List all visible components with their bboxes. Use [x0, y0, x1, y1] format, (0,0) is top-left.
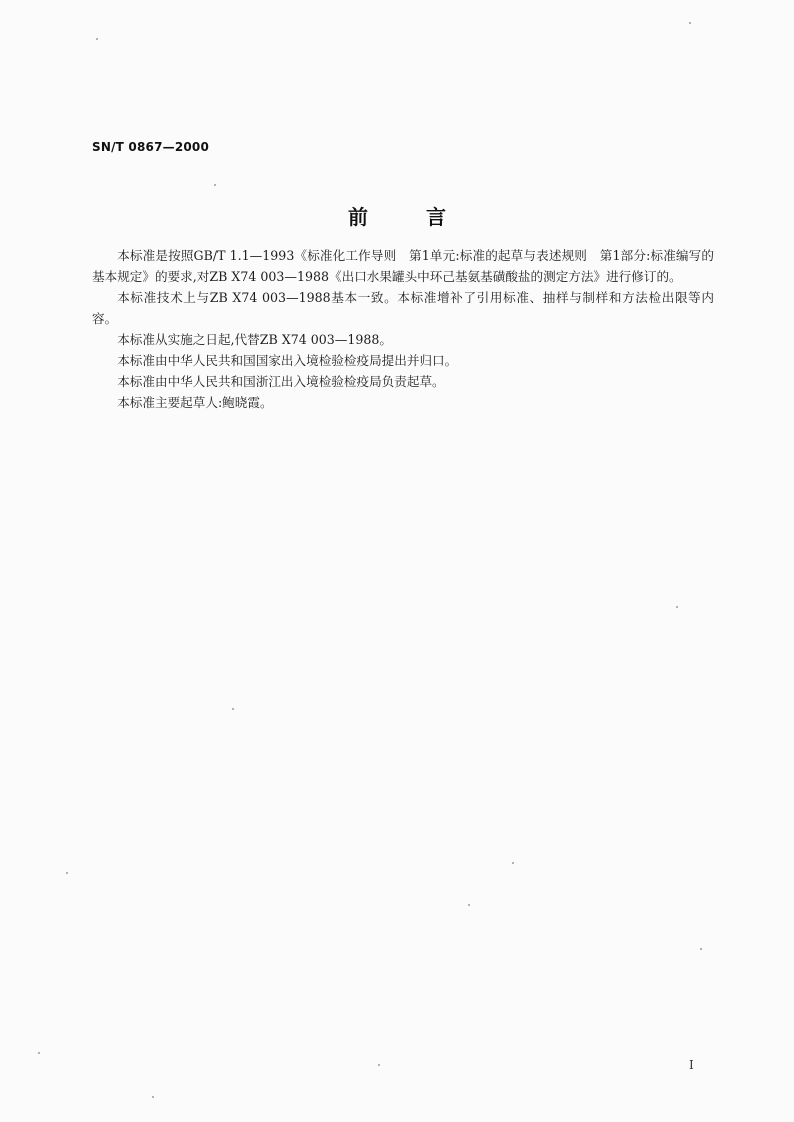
scan-speck: [152, 1096, 154, 1098]
scan-speck: [676, 606, 678, 608]
paragraph-technical-content: 本标准技术上与ZB X74 003—1988基本一致。本标准增补了引用标准、抽样与制样和方法检出限等内容。: [92, 290, 714, 326]
scan-speck: [689, 22, 691, 24]
scan-speck: [378, 1064, 380, 1066]
page-title: 前言: [348, 205, 504, 229]
page-number: I: [689, 1058, 694, 1072]
scan-speck: [66, 872, 68, 874]
scan-speck: [700, 948, 702, 950]
scan-speck: [232, 708, 234, 710]
scan-speck: [468, 904, 470, 906]
foreword-body: [92, 245, 714, 413]
paragraph-drafting-unit: 本标准由中华人民共和国浙江出入境检验检疫局负责起草。: [117, 374, 445, 389]
scan-speck: [512, 862, 514, 864]
paragraph-replacement: 本标准从实施之日起,代替ZB X74 003—1988。: [117, 332, 392, 347]
scan-speck: [96, 38, 98, 40]
paragraph-drafter: 本标准主要起草人:鲍晓霞。: [117, 395, 273, 410]
standard-code: SN/T 0867—2000: [92, 140, 210, 154]
scan-speck: [38, 1052, 40, 1054]
paragraph-proposer: 本标准由中华人民共和国国家出入境检验检疫局提出并归口。: [117, 353, 458, 368]
scan-speck: [214, 184, 216, 186]
paragraph-revision-basis: 本标准是按照GB/T 1.1—1993《标准化工作导则 第1单元:标准的起草与表述规则 第1部分:标准编写的基本规定》的要求,对ZB X74 003—1988《出口水果罐头中环己基氨基磺酸盐的测定方法》进行修订的。: [92, 248, 714, 284]
